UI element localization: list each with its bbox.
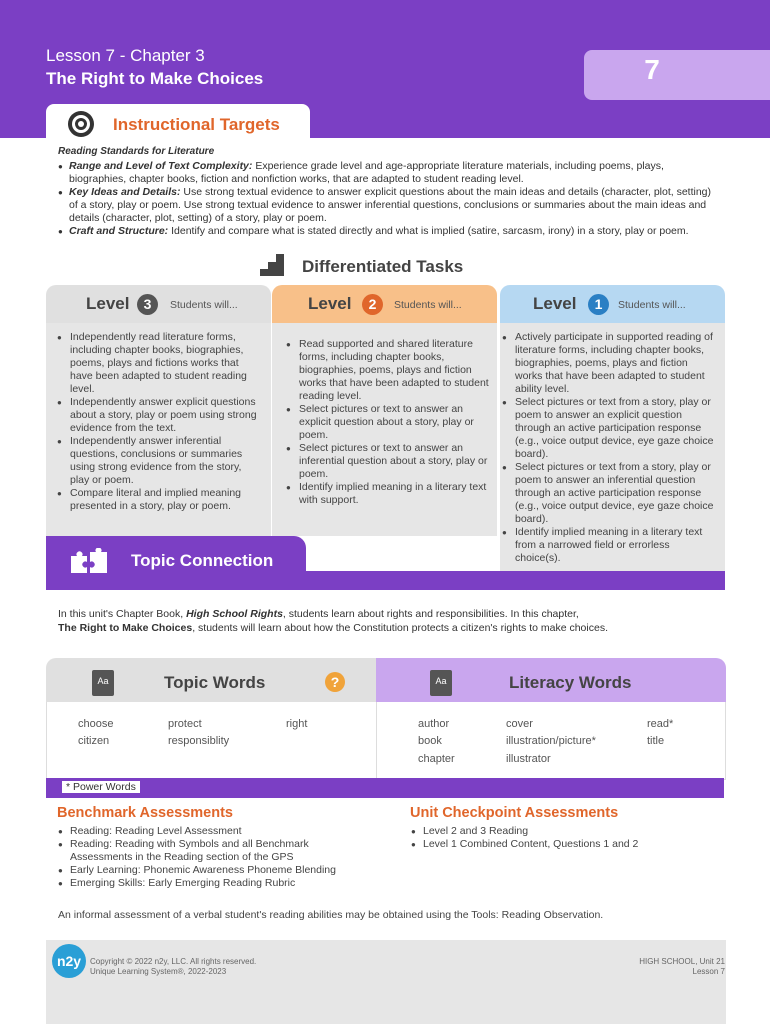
level-1-tasks xyxy=(500,323,725,571)
task-item: ● Select pictures or text from a story, play or poem to answer an explicit question through an active participation response (e.g., voice output device, eye gaze choice board). xyxy=(502,396,717,461)
level-number-badge: 2 xyxy=(362,294,383,315)
assessment-item: ● Reading: Reading with Symbols and all Benchmark Assessments in the Reading section of the GPS xyxy=(58,838,348,864)
literacy-word: cover xyxy=(506,718,533,730)
level-1-header xyxy=(500,285,725,323)
lesson-title: The Right to Make Choices xyxy=(46,69,264,88)
level-3-column xyxy=(46,285,271,536)
standard-item: ● Key Ideas and Details: Use strong textual evidence to answer explicit questions about the main ideas and details (character, plot, setting) of a story, play or poem. Use strong textual evidence to answer inferential questions, conclusions or summaries about the main ideas and details (character, plot, setting) of a story, play or poem. xyxy=(58,186,718,225)
topic-word: choose xyxy=(78,718,114,730)
puzzle-pieces-icon xyxy=(70,548,108,574)
level-label: Level xyxy=(86,294,130,313)
level-label: Level xyxy=(533,294,577,313)
literacy-word: chapter xyxy=(418,753,455,765)
reading-standards-label: Reading Standards for Literature xyxy=(58,146,215,157)
benchmark-assessments-title: Benchmark Assessments xyxy=(57,805,233,821)
task-item: ● Read supported and shared literature forms, including chapter books, biographies, poems, plays and fiction works that have been adapted to student reading level. xyxy=(286,338,489,403)
level-number-badge: 1 xyxy=(588,294,609,315)
level-1-column xyxy=(500,285,725,571)
standard-item: ● Range and Level of Text Complexity: Experience grade level and age-appropriate literature materials, including poems, plays, biographies, chapter books, fiction and nonfiction works, that are adapted to student reading level. xyxy=(58,160,718,186)
unit-lesson-info: HIGH SCHOOL, Unit 21 Lesson 7 xyxy=(639,957,725,976)
standards-list xyxy=(58,160,718,238)
level-label: Level xyxy=(308,294,352,313)
students-will-label: Students will... xyxy=(618,299,686,311)
students-will-label: Students will... xyxy=(170,299,238,311)
assessment-item: ● Level 2 and 3 Reading xyxy=(411,825,721,838)
level-2-header xyxy=(272,285,497,323)
copyright: Copyright © 2022 n2y, LLC. All rights reserved. Unique Learning System®, 2022-2023 xyxy=(90,957,257,976)
lesson-chapter-label: Lesson 7 - Chapter 3 xyxy=(46,46,205,65)
task-item: ● Actively participate in supported reading of literature forms, including chapter books, biographies, poems, plays and fiction works that have been adapted to student ability level. xyxy=(502,331,717,396)
book-icon: Aa xyxy=(92,670,114,696)
words-table xyxy=(46,702,726,780)
literacy-word: illustrator xyxy=(506,753,551,765)
topic-word: responsiblity xyxy=(168,735,230,747)
unit-checkpoint-title: Unit Checkpoint Assessments xyxy=(410,805,619,821)
assessment-item: ● Level 1 Combined Content, Questions 1 and 2 xyxy=(411,838,721,851)
task-item: ● Identify implied meaning in a literary text with support. xyxy=(286,481,489,507)
footer xyxy=(46,940,726,1024)
chapter-title: The Right to Make Choices xyxy=(58,622,193,634)
level-number-badge: 3 xyxy=(137,294,158,315)
level-2-column xyxy=(272,285,497,536)
topic-words-title: Topic Words xyxy=(164,673,266,692)
informal-assessment-note: An informal assessment of a verbal student's reading abilities may be obtained using the Tools: Reading Observation. xyxy=(58,909,604,921)
task-item: ● Independently read literature forms, including chapter books, biographies, poems, plays and fictions works that have been adapted to student reading level. xyxy=(57,331,263,396)
literacy-word: illustration/picture* xyxy=(506,735,596,747)
level-2-tasks xyxy=(272,323,497,536)
task-item: ● Select pictures or text from a story, play or poem to answer an inferential question through an active participation response (e.g., voice output device, eye gaze choice board). xyxy=(502,461,717,526)
instructional-targets-title: Instructional Targets xyxy=(113,115,280,134)
task-item: ● Compare literal and implied meaning presented in a story, play or poem. xyxy=(57,487,263,513)
n2y-logo: n2y xyxy=(52,944,86,978)
differentiated-tasks-title: Differentiated Tasks xyxy=(302,257,464,276)
students-will-label: Students will... xyxy=(394,299,462,311)
level-3-tasks xyxy=(46,323,271,536)
unit-checkpoint-list xyxy=(411,825,721,851)
target-icon xyxy=(68,111,94,137)
help-icon[interactable]: ? xyxy=(325,672,345,692)
benchmark-assessments-list xyxy=(58,825,348,890)
lesson-number: 7 xyxy=(644,54,660,85)
stairs-icon xyxy=(260,254,284,276)
topic-connection-title: Topic Connection xyxy=(131,551,274,570)
topic-word: right xyxy=(286,718,308,730)
power-words-bar xyxy=(46,778,724,798)
chapter-book-title: High School Rights xyxy=(186,608,283,620)
words-divider xyxy=(376,702,377,780)
topic-connection-text: In this unit's Chapter Book, High School Rights, students learn about rights and responsibilities. In this chapter, The Right to Make Choices, students will learn about how the Constitution protects a citizen's rights to make choices. xyxy=(58,608,608,634)
task-item: ● Select pictures or text to answer an inferential question about a story, play or poem. xyxy=(286,442,489,481)
standard-item: ● Craft and Structure: Identify and compare what is stated directly and what is implied (satire, sarcasm, irony) in a story, play or poem. xyxy=(58,225,718,238)
book-icon: Aa xyxy=(430,670,452,696)
level-3-header xyxy=(46,285,271,323)
assessment-item: ● Early Learning: Phonemic Awareness Phoneme Blending xyxy=(58,864,348,877)
assessment-item: ● Reading: Reading Level Assessment xyxy=(58,825,348,838)
assessment-item: ● Emerging Skills: Early Emerging Reading Rubric xyxy=(58,877,348,890)
literacy-word: title xyxy=(647,735,665,747)
literacy-word: author xyxy=(418,718,450,730)
task-item: ● Identify implied meaning in a literary text from a narrowed field or errorless choice(s). xyxy=(502,526,717,565)
power-words-note: * Power Words xyxy=(62,781,140,793)
literacy-word: read* xyxy=(647,718,674,730)
literacy-words-title: Literacy Words xyxy=(509,673,632,692)
topic-word: citizen xyxy=(78,735,110,747)
literacy-word: book xyxy=(418,735,442,747)
topic-word: protect xyxy=(168,718,202,730)
task-item: ● Independently answer inferential questions, conclusions or summaries using strong evidence from the story, play or poem. xyxy=(57,435,263,487)
task-item: ● Independently answer explicit questions about a story, play or poem using strong evidence from the text. xyxy=(57,396,263,435)
task-item: ● Select pictures or text to answer an explicit question about a story, play or poem. xyxy=(286,403,489,442)
